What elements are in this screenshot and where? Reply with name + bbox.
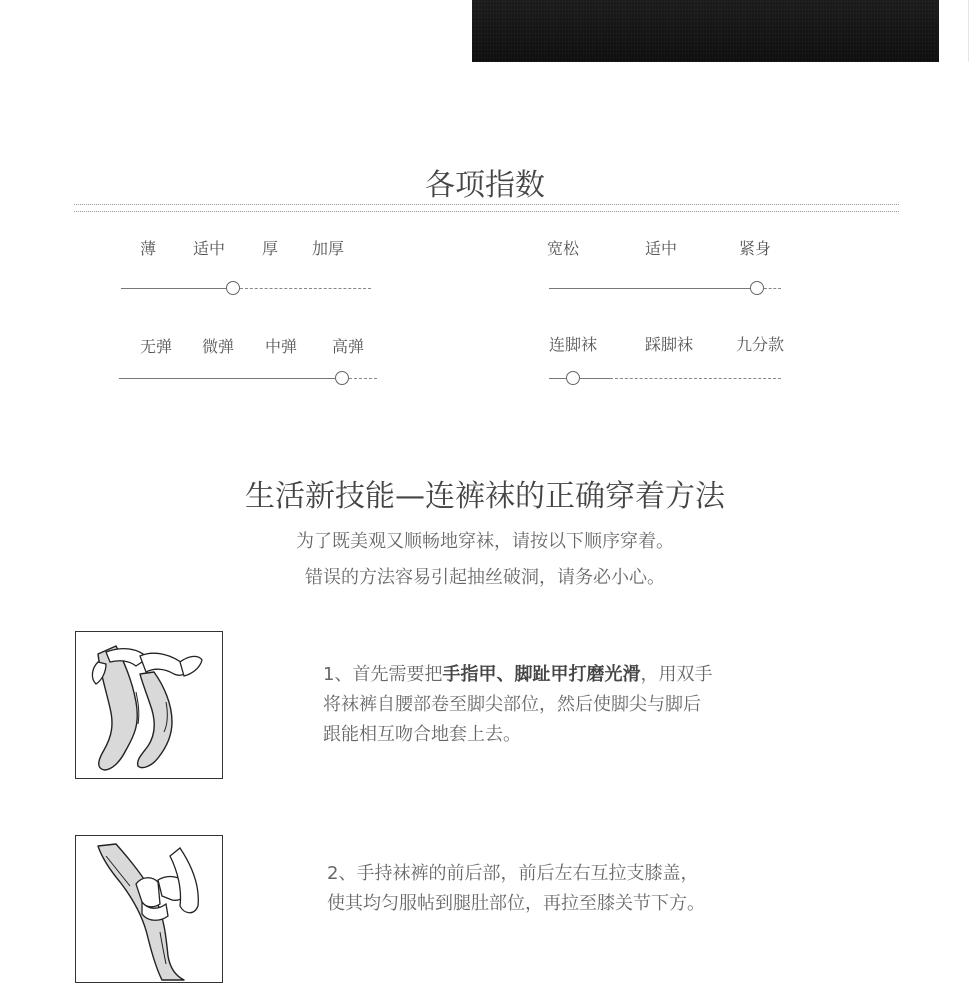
step-2-text <box>327 859 705 919</box>
howto-section-title: 生活新技能—连裤袜的正确穿着方法 <box>245 479 725 514</box>
step-1-line-1-rest: ，用双手 <box>640 664 713 685</box>
step-2-line-2: 使其均匀服帖到腿肚部位，再拉至膝关节下方。 <box>327 893 705 914</box>
elasticity-label-none: 无弹 <box>140 337 173 356</box>
thickness-label-extra-thick: 加厚 <box>312 239 345 258</box>
style-slider-knob <box>566 371 580 385</box>
fit-slider-knob <box>750 281 764 295</box>
hands-pulling-stocking-icon <box>76 836 222 982</box>
elasticity-label-medium: 中弹 <box>265 337 298 356</box>
dotted-divider-top <box>74 204 899 205</box>
step-1-line-2: 将袜裤自腰部卷至脚尖部位，然后使脚尖与脚后 <box>323 694 701 715</box>
divider <box>968 0 969 62</box>
fit-label-tight: 紧身 <box>739 239 772 258</box>
fit-label-loose: 宽松 <box>547 239 580 258</box>
fit-label-medium: 适中 <box>645 239 678 258</box>
legs-rolling-stocking-icon <box>76 632 222 778</box>
step-2-illustration <box>75 835 223 983</box>
howto-subtitle-line-1: 为了既美观又顺畅地穿袜，请按以下顺序穿着。 <box>296 531 674 552</box>
thickness-label-thin: 薄 <box>140 239 157 258</box>
style-label-cropped: 九分款 <box>736 335 785 354</box>
product-photo <box>472 0 939 62</box>
step-1-prefix: 1、首先需要把 <box>323 664 443 685</box>
elasticity-label-slight: 微弹 <box>202 337 235 356</box>
thickness-slider-knob <box>226 281 240 295</box>
step-1-line-3: 跟能相互吻合地套上去。 <box>323 724 521 745</box>
elasticity-slider-knob <box>335 371 349 385</box>
step-1-text <box>323 660 712 750</box>
step-2-line-1: 2、手持袜裤的前后部，前后左右互拉支膝盖， <box>327 863 699 884</box>
step-1-line-1 <box>323 660 712 690</box>
step-1-illustration <box>75 631 223 779</box>
thickness-label-thick: 厚 <box>262 239 279 258</box>
step-1-emphasis: 手指甲、脚趾甲打磨光滑 <box>442 664 641 685</box>
elasticity-label-high: 高弹 <box>332 337 365 356</box>
index-section-title: 各项指数 <box>425 168 545 203</box>
thickness-label-medium: 适中 <box>193 239 226 258</box>
howto-subtitle-line-2: 错误的方法容易引起抽丝破洞，请务必小心。 <box>305 567 665 588</box>
style-label-full-foot: 连脚袜 <box>549 335 598 354</box>
style-label-stirrup: 踩脚袜 <box>645 335 694 354</box>
dotted-divider-bottom <box>74 211 899 212</box>
